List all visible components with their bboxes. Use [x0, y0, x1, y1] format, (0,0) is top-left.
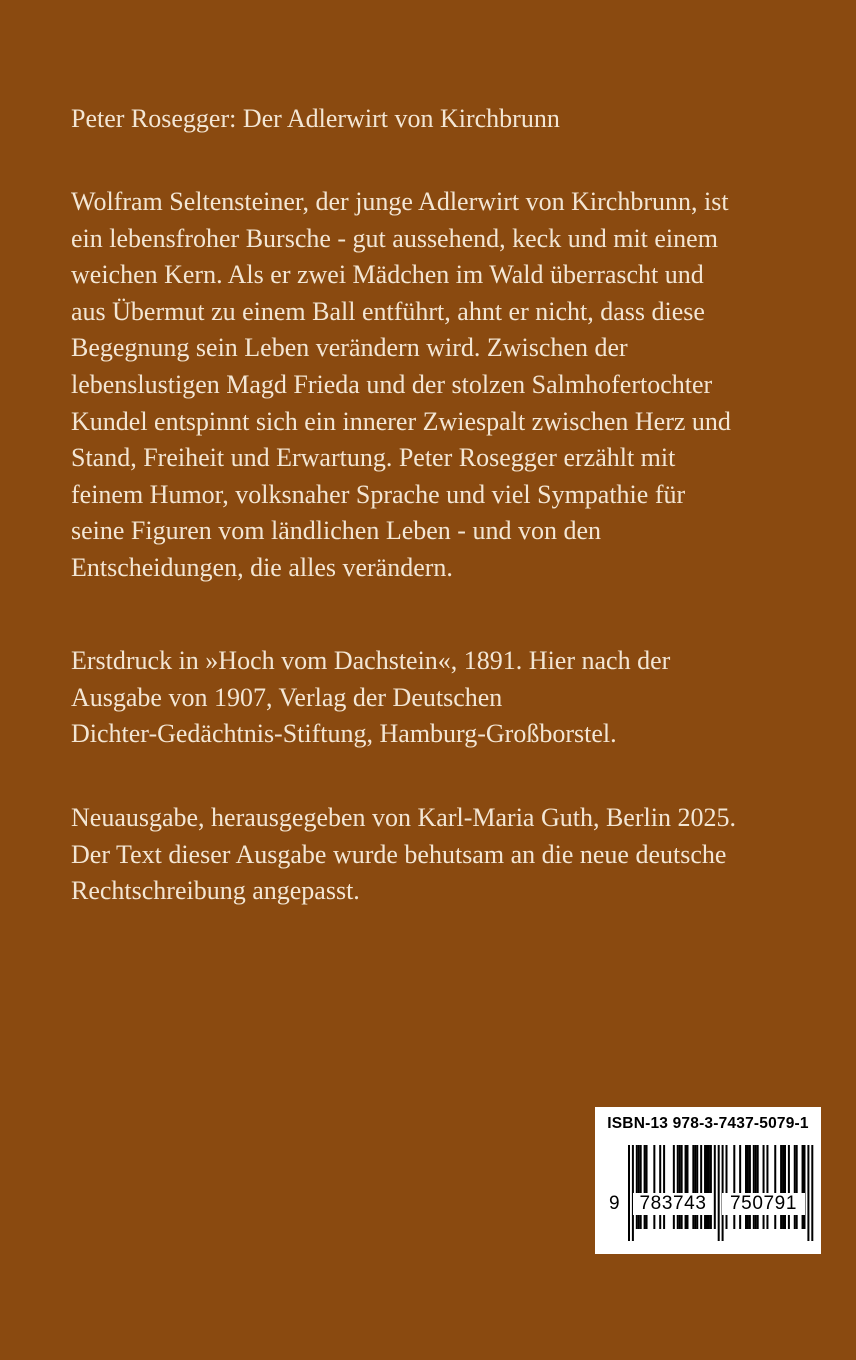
- isbn-label: ISBN-13 978-3-7437-5079-1: [607, 1115, 809, 1132]
- barcode-bar: [644, 1145, 646, 1229]
- barcode-bar: [755, 1145, 757, 1229]
- barcode-bar: [710, 1145, 712, 1229]
- barcode-bar: [640, 1145, 642, 1229]
- source-note-paragraph: [71, 643, 811, 753]
- blurb-line: Entscheidungen, die alles verändern.: [71, 552, 453, 582]
- barcode-bar: [646, 1145, 648, 1229]
- barcode-bar: [685, 1145, 687, 1229]
- barcode-bar: [804, 1145, 806, 1229]
- barcode-guard-bar: [811, 1145, 813, 1241]
- barcode-bar: [780, 1145, 782, 1229]
- barcode-bar: [757, 1145, 759, 1229]
- barcode-bar: [677, 1145, 679, 1229]
- blurb-line: Stand, Freiheit und Erwartung. Peter Rosegger erzählt mit: [71, 443, 676, 473]
- blurb-line: Kundel entspinnt sich ein innerer Zwiespalt zwischen Herz und: [71, 406, 731, 436]
- edition-line: Der Text dieser Ausgabe wurde behutsam an die neue deutsche: [71, 839, 727, 869]
- barcode-bar: [794, 1145, 796, 1229]
- barcode-bar: [663, 1145, 665, 1229]
- barcode-left-digits: 783743: [633, 1193, 713, 1215]
- barcode-bar: [726, 1145, 728, 1229]
- blurb-line: Wolfram Seltensteiner, der junge Adlerwirt von Kirchbrunn, ist: [71, 187, 729, 216]
- barcode-bar: [638, 1145, 640, 1229]
- edition-note-paragraph: [71, 800, 811, 910]
- barcode-bar: [782, 1145, 784, 1229]
- barcode-guard-bar: [807, 1145, 809, 1241]
- source-line: Dichter-Gedächtnis-Stiftung, Hamburg-Großborstel.: [71, 719, 617, 749]
- barcode-bar: [673, 1145, 675, 1229]
- barcode-bar: [747, 1145, 749, 1229]
- barcode-bar: [694, 1145, 696, 1229]
- book-title-line: [71, 101, 811, 138]
- source-line: Erstdruck in »Hoch vom Dachstein«, 1891. Hier nach der: [71, 646, 671, 675]
- edition-line: Neuausgabe, herausgegeben von Karl-Maria Guth, Berlin 2025.: [71, 803, 736, 832]
- barcode-bar: [696, 1145, 698, 1229]
- blurb-paragraph: [71, 184, 811, 587]
- barcode-guard-bar: [628, 1145, 630, 1241]
- barcode-lead-digit: 9: [609, 1193, 620, 1214]
- barcode-bar: [788, 1145, 790, 1229]
- barcode-bar: [763, 1145, 765, 1229]
- barcode-bar: [714, 1145, 716, 1229]
- barcode-bar: [796, 1145, 798, 1229]
- barcode-bar: [681, 1145, 683, 1229]
- barcode-bar: [687, 1145, 689, 1229]
- blurb-line: seine Figuren vom ländlichen Leben - und von den: [71, 516, 601, 546]
- blurb-line: Begegnung sein Leben verändern wird. Zwischen der: [71, 333, 628, 363]
- barcode-bar: [636, 1145, 638, 1229]
- barcode-bar: [733, 1145, 735, 1229]
- blurb-line: ein lebensfroher Bursche - gut aussehend, keck und mit einem: [71, 223, 718, 253]
- edition-line: Rechtschreibung angepasst.: [71, 876, 360, 906]
- barcode-bar: [692, 1145, 694, 1229]
- barcode-bar: [679, 1145, 681, 1229]
- barcode-bar: [784, 1145, 786, 1229]
- barcode-bar: [753, 1145, 755, 1229]
- barcode-bar: [739, 1145, 741, 1229]
- barcode-bar: [774, 1145, 776, 1229]
- barcode-bar: [766, 1145, 768, 1229]
- barcode-bar: [653, 1145, 655, 1229]
- barcode-right-digits: 750791: [722, 1193, 805, 1215]
- isbn-barcode-box: [595, 1107, 821, 1254]
- barcode-bar: [708, 1145, 710, 1229]
- barcode-bar: [706, 1145, 708, 1229]
- barcode-bar: [704, 1145, 706, 1229]
- barcode-bar: [700, 1145, 702, 1229]
- blurb-line: weichen Kern. Als er zwei Mädchen im Wald überrascht und: [71, 260, 704, 290]
- title-line-text: Peter Rosegger: Der Adlerwirt von Kirchbrunn: [71, 104, 560, 133]
- blurb-line: aus Übermut zu einem Ball entführt, ahnt er nicht, dass diese: [71, 296, 705, 326]
- blurb-line: lebenslustigen Magd Frieda und der stolzen Salmhofertochter: [71, 369, 713, 399]
- barcode-bar: [659, 1145, 661, 1229]
- blurb-line: feinem Humor, volksnaher Sprache und viel Sympathie für: [71, 479, 686, 509]
- barcode-bar: [749, 1145, 751, 1229]
- barcode-bar: [802, 1145, 804, 1229]
- source-line: Ausgabe von 1907, Verlag der Deutschen: [71, 682, 503, 712]
- barcode-guard-bar: [718, 1145, 720, 1241]
- barcode-bar: [745, 1145, 747, 1229]
